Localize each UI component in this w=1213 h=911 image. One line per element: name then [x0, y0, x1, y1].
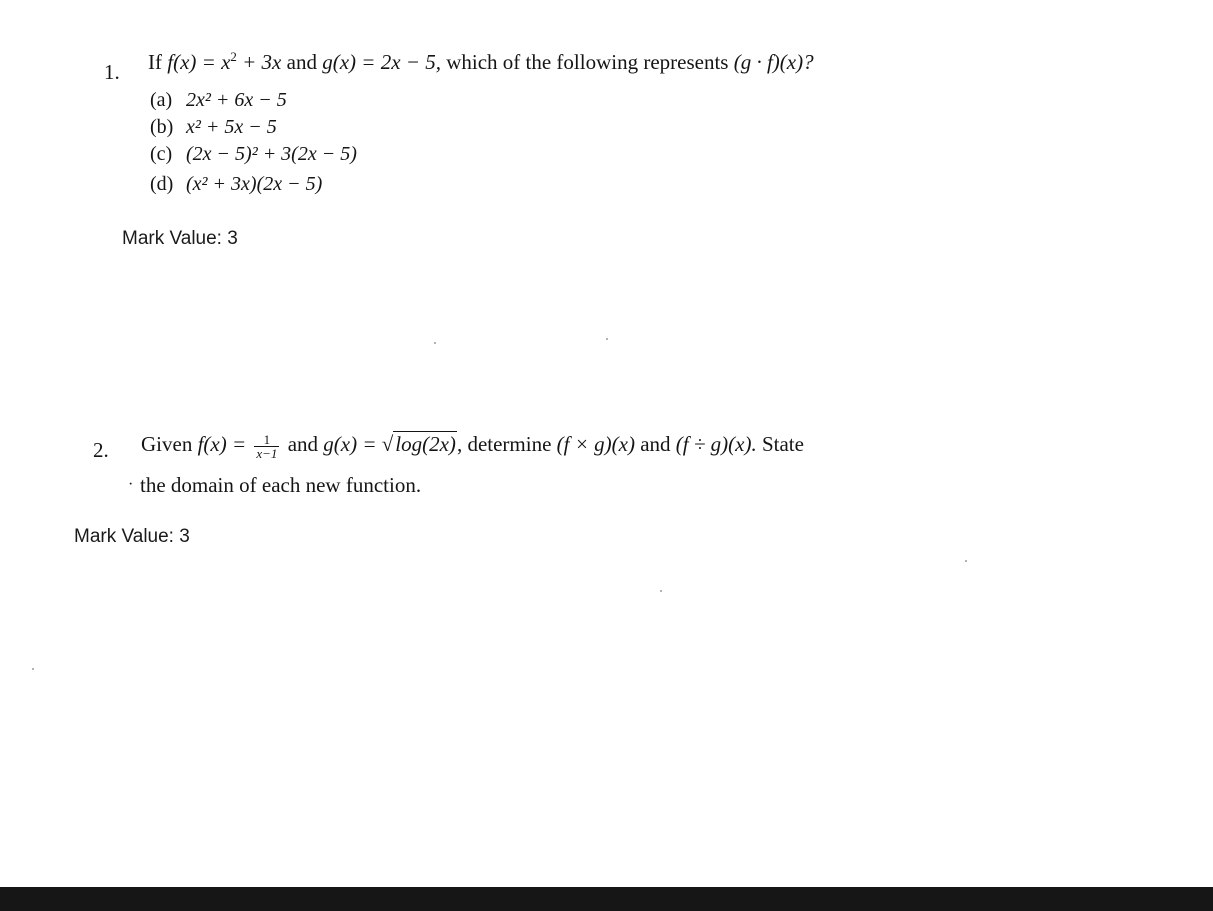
- q2-and: and: [287, 432, 319, 456]
- q1-f-definition: f(x) = x: [167, 50, 231, 74]
- q2-quotient: (f ÷ g)(x).: [675, 432, 757, 456]
- option-expression: 2x² + 6x − 5: [186, 89, 287, 111]
- option-expression: (2x − 5)² + 3(2x − 5): [186, 143, 357, 165]
- fraction-denominator: x−1: [256, 445, 278, 461]
- fraction-numerator: 1: [254, 433, 279, 447]
- scan-speck: [965, 560, 967, 562]
- q2-mark-value: Mark Value: 3: [74, 526, 190, 547]
- question-2-stem-line-1: [141, 432, 804, 460]
- radicand: log(2x): [395, 432, 456, 456]
- question-1-number: 1.: [104, 60, 120, 84]
- question-2-number: 2.: [93, 438, 109, 462]
- q1-composition: (g · f)(x)?: [733, 50, 814, 74]
- scan-speck: [606, 338, 608, 340]
- q2-square-root: [382, 432, 457, 456]
- scan-speck: [660, 590, 662, 592]
- question-2-stem-line-2: the domain of each new function.: [140, 473, 422, 497]
- stray-dot-icon: ·: [128, 476, 134, 493]
- scan-speck: [434, 342, 436, 344]
- option-label: (a): [150, 89, 173, 111]
- q1-text: which of the following represents: [446, 50, 729, 74]
- q1-option-a: [150, 88, 287, 112]
- q2-given: Given: [141, 432, 193, 456]
- q1-exponent: 2: [230, 49, 237, 64]
- q2-product: (f × g)(x): [556, 432, 635, 456]
- q1-option-b: [150, 115, 277, 139]
- option-label: (c): [150, 143, 173, 165]
- option-label: (b): [150, 116, 174, 138]
- q1-f-rest: + 3x: [236, 50, 282, 74]
- q2-determine: , determine: [456, 432, 552, 456]
- scan-speck: [32, 668, 34, 670]
- q2-fraction: [254, 433, 279, 460]
- q2-and-2: and: [640, 432, 671, 456]
- q2-f-lhs: f(x) =: [197, 432, 247, 456]
- q1-option-d: [150, 172, 322, 196]
- radical-sign-icon: √: [381, 432, 394, 456]
- q1-mark-value: Mark Value: 3: [122, 228, 238, 249]
- question-1-stem: [148, 50, 814, 74]
- bottom-dark-bar: [0, 887, 1213, 911]
- option-expression: x² + 5x − 5: [186, 116, 277, 138]
- q1-and: and: [286, 50, 317, 74]
- q1-if: If: [148, 50, 162, 74]
- q1-g-definition: g(x) = 2x − 5,: [322, 50, 441, 74]
- option-label: (d): [150, 173, 174, 195]
- option-expression: (x² + 3x)(2x − 5): [186, 173, 323, 195]
- q2-g-lhs: g(x) =: [323, 432, 377, 456]
- q2-state: State: [761, 432, 804, 456]
- q1-option-c: [150, 142, 357, 166]
